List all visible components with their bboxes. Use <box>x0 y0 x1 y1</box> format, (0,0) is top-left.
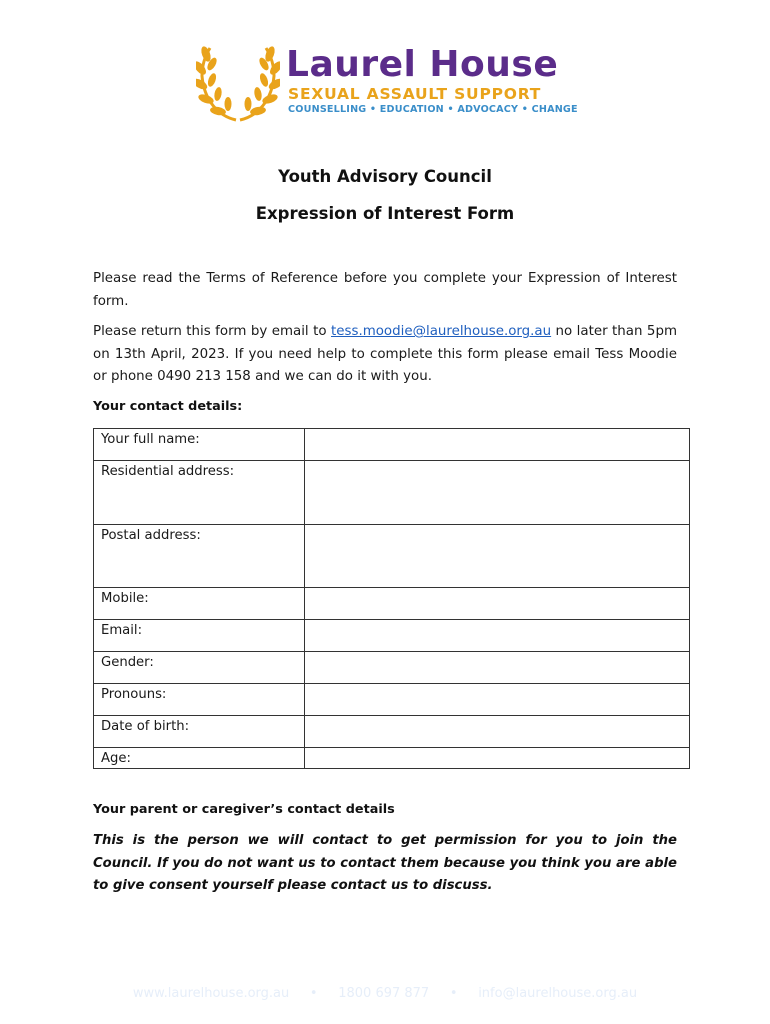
intro-paragraph: Please read the Terms of Reference before you complete your Expression of Interest form. <box>93 271 677 309</box>
table-row <box>94 620 690 652</box>
return-text-start: Please return this form by email to <box>93 324 331 339</box>
table-row <box>94 748 690 769</box>
table-row <box>94 684 690 716</box>
page-title: Youth Advisory Council <box>278 167 492 186</box>
laurel-house-logo <box>196 42 576 124</box>
pronouns-field[interactable] <box>305 684 690 716</box>
table-row <box>94 429 690 461</box>
laurel-wreath-icon <box>196 42 280 124</box>
table-row <box>94 716 690 748</box>
field-label: Postal address: <box>94 525 305 588</box>
table-row <box>94 588 690 620</box>
logo-subtitle: SEXUAL ASSAULT SUPPORT <box>288 85 542 103</box>
field-label: Residential address: <box>94 461 305 525</box>
age-field[interactable] <box>305 748 690 769</box>
postal-address-field[interactable] <box>305 525 690 588</box>
field-label: Email: <box>94 620 305 652</box>
logo-name: Laurel House <box>286 44 559 85</box>
return-instructions <box>93 321 677 389</box>
field-label: Your full name: <box>94 429 305 461</box>
page-footer: www.laurelhouse.org.au • 1800 697 877 • info@laurelhouse.org.au <box>132 986 638 1001</box>
field-label: Date of birth: <box>94 716 305 748</box>
parent-permission-note: This is the person we will contact to get permission for you to join the Council. If you do not want us to contact them because you think you are able to give consent yourself please contact us to discuss. <box>93 833 677 893</box>
return-text-end: no later than 5pm on 13th April, 2023. If you need help to complete this form please email Tess Moodie or phone 0490 213 158 and we can do it with you. <box>93 324 677 384</box>
table-row <box>94 525 690 588</box>
date-of-birth-field[interactable] <box>305 716 690 748</box>
field-label: Gender: <box>94 652 305 684</box>
mobile-field[interactable] <box>305 588 690 620</box>
contact-details-heading: Your contact details: <box>93 399 243 414</box>
parent-details-heading: Your parent or caregiver’s contact details <box>93 802 395 817</box>
field-label: Pronouns: <box>94 684 305 716</box>
table-row <box>94 652 690 684</box>
field-label: Age: <box>94 748 305 769</box>
email-link[interactable]: tess.moodie@laurelhouse.org.au <box>331 324 552 339</box>
contact-details-table <box>93 428 690 769</box>
form-title: Expression of Interest Form <box>255 204 515 223</box>
residential-address-field[interactable] <box>305 461 690 525</box>
logo-tagline: COUNSELLING • EDUCATION • ADVOCACY • CHANGE <box>288 104 578 115</box>
field-label: Mobile: <box>94 588 305 620</box>
email-field[interactable] <box>305 620 690 652</box>
full-name-field[interactable] <box>305 429 690 461</box>
table-row <box>94 461 690 525</box>
gender-field[interactable] <box>305 652 690 684</box>
